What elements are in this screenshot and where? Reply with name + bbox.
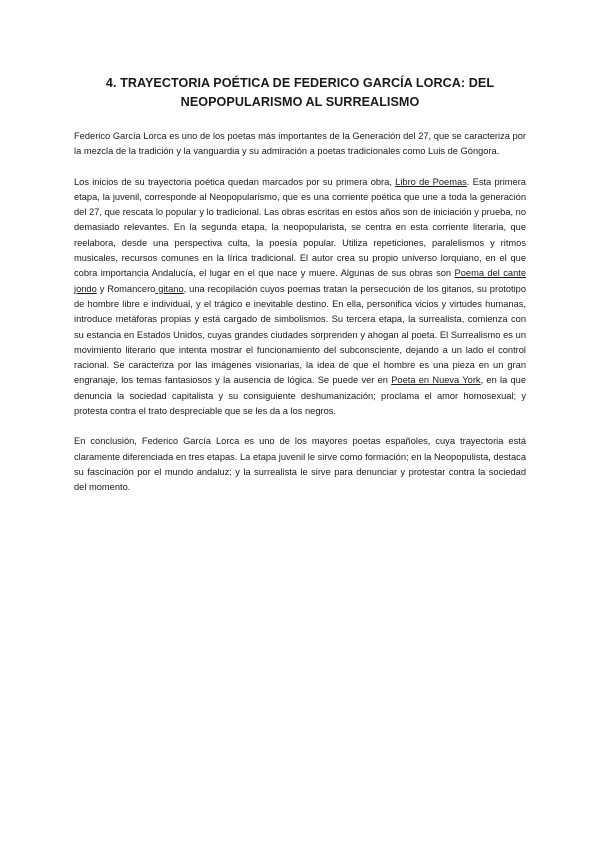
paragraph-body: [74, 175, 526, 420]
work-title-romancero-gitano: gitano: [155, 283, 184, 294]
work-title-poeta-en-nueva-york: Poeta en Nueva York: [391, 375, 481, 386]
body-text-5: , en la que denuncia la sociedad capitalista y su consiguiente deshumanización; proclama el amor homosexual; y protesta contra el trato despreciable que se les da a los negros.: [74, 375, 526, 417]
title-line-2: NEOPOPULARISMO AL SURREALISMO: [180, 95, 420, 109]
page-title: [74, 74, 526, 112]
body-text-3: y Romancero: [96, 283, 156, 294]
work-title-libro-de-poemas: Libro de Poemas: [395, 176, 467, 187]
title-line-1: 4. TRAYECTORIA POÉTICA DE FEDERICO GARCÍA LORCA: DEL: [105, 76, 495, 90]
work-title-poema-cante-jondo: Poema del cante jondo: [74, 268, 527, 294]
paragraph-intro: Federico García Lorca es uno de los poetas más importantes de la Generación del 27, que se caracteriza por la mezcla de la tradición y la vanguardia y su admiración a poetas tradicionales como Luis de Góngora.: [74, 131, 526, 157]
body-text-1: Los inicios de su trayectoria poética quedan marcados por su primera obra,: [74, 176, 396, 187]
body-text-4: , una recopilación cuyos poemas tratan la persecución de los gitanos, su prototipo de hombre libre e individual, y el trágico e inevitable destino. En ella, personifica vicios y virtudes humanas, introduce metáforas propias y está cargado de simbolismos. Su tercera etapa, la surrealista, comienza con su estancia en Estados Unidos, cuyas grandes ciudades sorprenden y ahogan al poeta. El Surrealismo es un movimiento literario que intenta mostrar el funcionamiento del subconsciente, dejando a un lado el control racional. Se caracteriza por las imágenes visionarias, la idea de que el hombre es una pieza en un gran engranaje, los temas fantasiosos y la ausencia de lógica. Se puede ver en: [74, 283, 526, 386]
body-text-2: . Esta primera etapa, la juvenil, corresponde al Neopopularismo, que es una corriente poética que une a toda la generación del 27, que rescata lo popular y lo tradicional. Las obras escritas en estos años son de iniciación y prueba, no demasiado relevantes. En la segunda etapa, la neopopularista, se centra en esta corriente literaria, que reelabora, desde una perspectiva culta, la poesía popular. Utiliza repeticiones, paralelismos y ritmos musicales, recursos comunes en la lírica tradicional. El autor crea su propio universo lorquiano, en el que cobra importancia Andalucía, el lugar en el que nace y muere. Algunas de sus obras son: [74, 176, 526, 279]
paragraph-conclusion: En conclusión, Federico García Lorca es uno de los mayores poetas españoles, cuya trayectoria está claramente diferenciada en tres etapas. La etapa juvenil le sirve como formación; en la Neopopulista, destaca su fascinación por el mundo andaluz; y la surrealista le sirve para denunciar y protestar contra la sociedad del momento.: [74, 436, 526, 493]
